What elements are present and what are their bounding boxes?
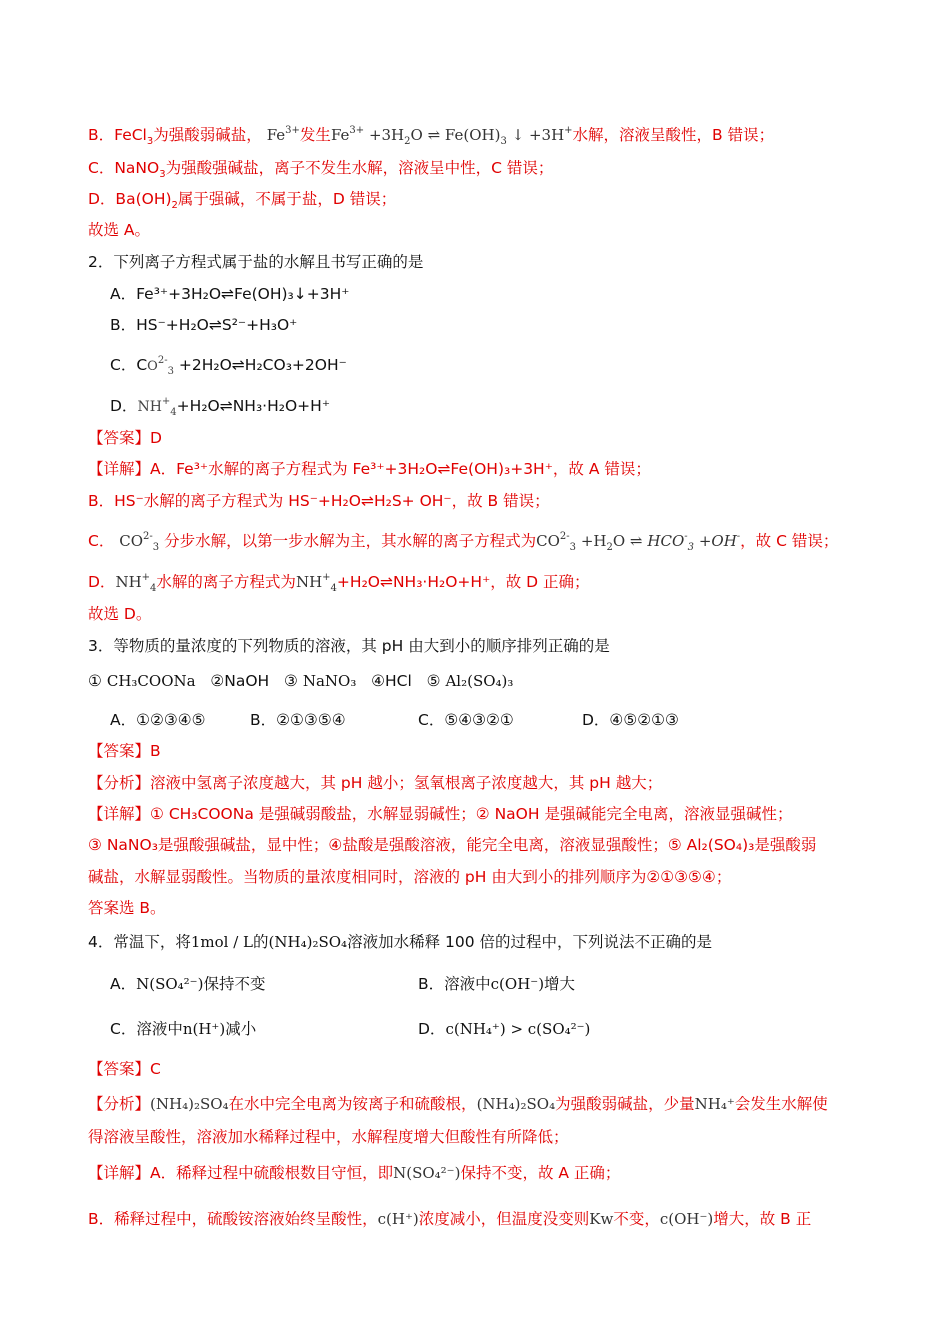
answer-2: 【答案】D: [88, 429, 162, 447]
explanation-3-line-2: ③ NaNO₃是强酸强碱盐，显中性；④盐酸是强酸溶液，能完全电离，溶液显强酸性；⑤ Al₂(SO₄)₃是强酸弱: [88, 836, 817, 854]
question-3-items: ① CH₃COONa ②NaOH ③ NaNO₃ ④HCl ⑤ Al₂(SO₄)₃: [88, 672, 514, 690]
explanation-2-d: D．$NH^+_4$水解的离子方程式为$NH^+_4+H_2O\rightleftharpoons NH_3\cdot H_2O+H^+$，故 D 正确；: [88, 572, 590, 594]
answer-3: 【答案】B: [88, 742, 161, 760]
question-3-option-b: B．②①③⑤④: [250, 711, 346, 729]
question-3-stem: 3．等物质的量浓度的下列物质的溶液，其 pH 由大到小的顺序排列正确的是: [88, 637, 610, 655]
question-4-stem: 4．常温下，将1mol / L的(NH₄)₂SO₄溶液加水稀释 100 倍的过程中，下列说法不正确的是: [88, 933, 713, 951]
explanation-2-c: C． $CO^{2-}_3$ 分步水解，以第一步水解为主，其水解的离子方程式为$CO^{2-}_3 +H_2O$ ⇌ $HCO^-_3 +OH^-$，故 C 错误；: [88, 531, 839, 553]
explanation-3-line-3: 碱盐，水解显弱酸性。当物质的量浓度相同时，溶液的 pH 由大到小的排列顺序为②①③⑤④；: [88, 868, 732, 886]
explanation-3-line-4: 答案选 B。: [88, 899, 166, 917]
analysis-3: 【分析】溶液中氢离子浓度越大，其 pH 越小；氢氧根离子浓度越大，其 pH 越大；: [88, 774, 663, 792]
question-2-option-a: A．Fe³⁺+3H₂O⇌Fe(OH)₃↓+3H⁺: [110, 285, 350, 303]
answer-4: 【答案】C: [88, 1060, 161, 1078]
question-3-option-a: A．①②③④⑤: [110, 711, 206, 729]
question-2-option-d: D．$NH^+_4+H_2O\rightleftharpoons NH_3\cdot H_2O+H^+$: [110, 396, 330, 418]
text: B．FeCl: [88, 126, 147, 144]
text: 发生: [299, 126, 331, 144]
text: 水解，溶液呈酸性，B 错误；: [572, 126, 775, 144]
explanation-3-line-1: 【详解】① CH₃COONa 是强碱弱酸盐，水解显弱碱性；② NaOH 是强碱能完全电离，溶液显强碱性；: [88, 805, 793, 823]
conclusion-line: 故选 A。: [88, 221, 151, 239]
explanation-line-b: [88, 120, 774, 153]
question-4-option-d: D．c(NH₄⁺) > c(SO₄²⁻): [418, 1020, 591, 1038]
question-4-option-c: C．溶液中n(H⁺)减小: [110, 1020, 257, 1038]
analysis-4-line-1: 【分析】(NH₄)₂SO₄在水中完全电离为铵离子和硫酸根，(NH₄)₂SO₄为强酸弱碱盐，少量NH₄⁺会发生水解使: [88, 1095, 828, 1113]
hydrolysis-equation: $Fe^{3+} +3H_2O$ ⇌ $Fe(OH)_3$ ↓ +3H+: [330, 125, 573, 147]
explanation-line-c: C．NaNO$_3$为强酸强碱盐，离子不发生水解，溶液呈中性，C 错误；: [88, 159, 554, 180]
formula: $Fe^{3+}$: [266, 125, 300, 144]
question-2-stem: 2．下列离子方程式属于盐的水解且书写正确的是: [88, 253, 424, 271]
explanation-2-a: 【详解】A．Fe³⁺水解的离子方程式为 Fe³⁺+3H₂O⇌Fe(OH)₃+3H⁺，故 A 错误；: [88, 460, 651, 478]
explanation-2-b: B．HS⁻水解的离子方程式为 HS⁻+H₂O⇌H₂S+ OH⁻，故 B 错误；: [88, 492, 550, 510]
question-2-option-c: C．$CO^{2-}_3$ +2H₂O⇌H₂CO₃+2OH⁻: [110, 355, 347, 377]
subscript: 3: [146, 136, 154, 147]
explanation-4-a: 【详解】A．稀释过程中硫酸根数目守恒，即N(SO₄²⁻)保持不变，故 A 正确；: [88, 1164, 621, 1182]
question-4-option-a: A．N(SO₄²⁻)保持不变: [110, 975, 266, 993]
question-4-option-b: B．溶液中c(OH⁻)增大: [418, 975, 576, 993]
text: 为强酸弱碱盐，: [153, 126, 262, 144]
question-3-option-d: D．④⑤②①③: [582, 711, 679, 729]
analysis-4-line-2: 得溶液呈酸性，溶液加水稀释过程中，水解程度增大但酸性有所降低；: [88, 1128, 569, 1146]
explanation-line-d: D．$Ba(OH)_2$属于强碱，不属于盐，D 错误；: [88, 190, 397, 211]
question-2-option-b: B．HS⁻+H₂O⇌S²⁻+H₃O⁺: [110, 316, 298, 334]
explanation-4-b: B．稀释过程中，硫酸铵溶液始终呈酸性，c(H⁺)浓度减小，但温度没变则Kw不变，c(OH⁻)增大，故 B 正: [88, 1210, 812, 1228]
question-3-option-c: C．⑤④③②①: [418, 711, 514, 729]
conclusion-2: 故选 D。: [88, 605, 152, 623]
